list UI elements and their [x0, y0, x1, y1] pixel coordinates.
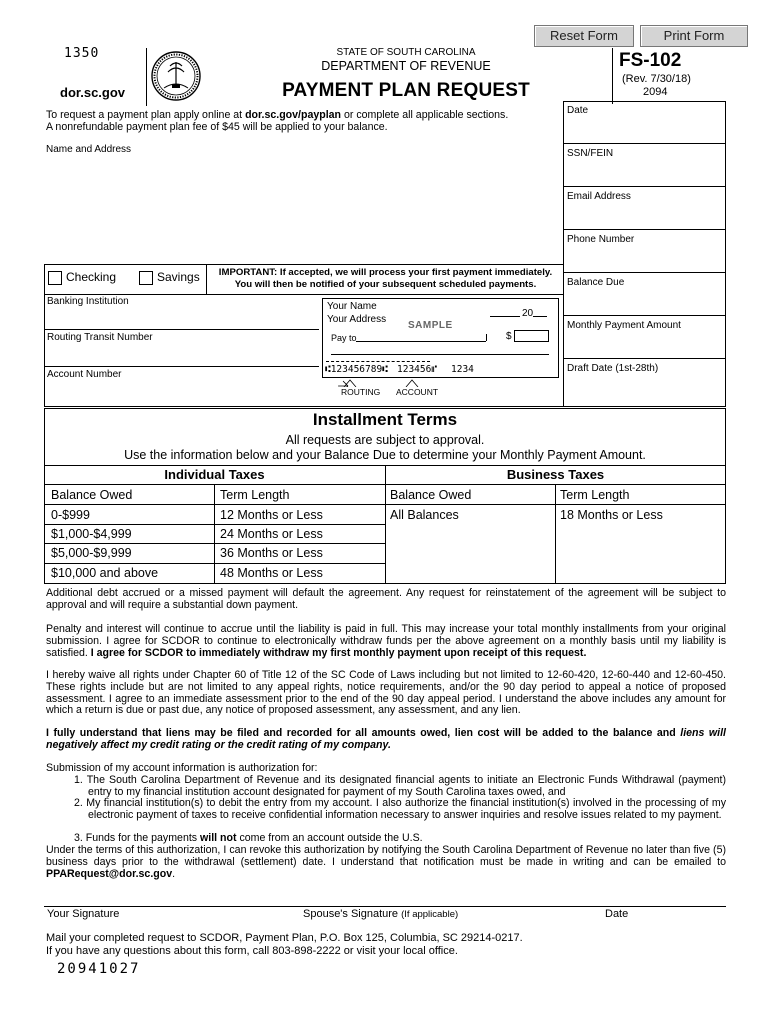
table-row: 24 Months or Less [220, 527, 323, 541]
date-field[interactable] [565, 116, 723, 142]
form-code-number: 2094 [643, 86, 668, 98]
table-row: 0-$999 [51, 508, 90, 522]
check-your-name: Your Name [327, 301, 377, 312]
account-caption: ACCOUNT [396, 387, 439, 397]
lien-paragraph: I fully understand that liens may be filed and recorded for all amounts owed, lien cost will be added to the balance and liens will negatively affect my credit rating or the credit rating of my company. [46, 727, 726, 751]
table-row: $1,000-$4,999 [51, 527, 132, 541]
draft-date-field[interactable] [565, 374, 723, 404]
installment-title: Installment Terms [312, 410, 458, 429]
installment-subtitle-1: All requests are subject to approval. [285, 433, 485, 447]
phone-label: Phone Number [567, 234, 635, 245]
table-row: $5,000-$9,999 [51, 546, 132, 560]
individual-col-term: Term Length [220, 488, 290, 502]
account-number-label: Account Number [47, 369, 122, 380]
table-row: 12 Months or Less [220, 508, 323, 522]
check-account-number: 123456⑈ [397, 364, 438, 375]
savings-label: Savings [157, 270, 200, 284]
website: dor.sc.gov [60, 85, 126, 100]
banking-institution-label: Banking Institution [47, 296, 129, 307]
form-title: PAYMENT PLAN REQUEST [282, 80, 530, 101]
savings-checkbox[interactable] [139, 271, 153, 285]
check-dollar: $ [506, 331, 512, 342]
print-form-button[interactable]: Print Form [640, 25, 748, 47]
name-address-label: Name and Address [46, 144, 132, 155]
questions-contact: If you have any questions about this form, call 803-898-2222 or visit your local office. [46, 945, 458, 957]
ssn-fein-field[interactable] [565, 159, 723, 185]
email-label: Email Address [567, 191, 631, 202]
individual-taxes-heading: Individual Taxes [164, 467, 265, 482]
check-arrows-icon [336, 377, 436, 387]
business-taxes-heading: Business Taxes [506, 467, 605, 482]
table-row: $10,000 and above [51, 566, 159, 580]
department-name: DEPARTMENT OF REVENUE [321, 59, 491, 73]
form-number: FS-102 [619, 50, 682, 71]
checking-label: Checking [66, 270, 117, 284]
intro-line-2: A nonrefundable payment plan fee of $45 will be applied to your balance. [46, 121, 388, 133]
penalty-paragraph: Penalty and interest will continue to accrue until the liability is paid in full. This may increase your total monthly installments from your original submission. I agree for SCDOR to continue to electronically withdraw funds per the above agreement on a monthly basis until my liability is satisfied. I agree for SCDOR to immediately withdraw my first monthly payment upon receipt of this request. [46, 623, 726, 659]
form-code-top: 1350 [64, 46, 100, 61]
form-code-bottom: 20941027 [57, 961, 141, 977]
ssn-fein-label: SSN/FEIN [567, 148, 614, 159]
check-pay-to: Pay to [331, 333, 357, 343]
account-number-field[interactable] [46, 380, 316, 404]
monthly-payment-label: Monthly Payment Amount [567, 320, 681, 331]
spouse-signature-label: Spouse's Signature (If applicable) [303, 908, 459, 920]
check-routing-number: ⑆123456789⑆ [325, 364, 388, 375]
banking-institution-field[interactable] [46, 307, 316, 327]
table-row: 48 Months or Less [220, 566, 323, 580]
table-row: 36 Months or Less [220, 546, 323, 560]
check-sample-watermark: SAMPLE [408, 320, 453, 331]
monthly-payment-field[interactable] [565, 331, 723, 357]
routing-number-label: Routing Transit Number [47, 332, 153, 343]
date-label: Date [567, 105, 589, 116]
authorization-item-2: 2. My financial institution(s) to debit the entry from my account. I also authorize the financial institution(s) involved in the processing of my electronic payment of taxes to receive confidential information necessary to answer inquiries and resolve issues related to my payment. [74, 797, 726, 821]
authorization-item-1: 1. The South Carolina Department of Revenue and its designated financial agents to initiate an Electronic Funds Withdrawal (payment) entry to my financial institution account designated for payment of my South Carolina taxes owed, and [74, 774, 726, 798]
individual-col-balance: Balance Owed [51, 488, 133, 502]
signature-field[interactable] [44, 888, 726, 906]
state-name: STATE OF SOUTH CAROLINA [336, 47, 476, 58]
installment-subtitle-2: Use the information below and your Balance Due to determine your Monthly Payment Amount. [124, 448, 646, 462]
balance-due-field[interactable] [565, 288, 723, 314]
check-your-address: Your Address [327, 314, 387, 325]
revision-date: (Rev. 7/30/18) [622, 73, 691, 85]
mail-instructions: Mail your completed request to SCDOR, Payment Plan, P.O. Box 125, Columbia, SC 29214-0217. [46, 932, 523, 944]
routing-number-field[interactable] [46, 343, 316, 363]
your-signature-label: Your Signature [47, 908, 120, 920]
state-seal-icon [150, 50, 202, 102]
revocation-paragraph: Under the terms of this authorization, I can revoke this authorization by notifying the South Carolina Department of Revenue no later than five (5) business days prior to the withdrawal (settlement) date. I understand that notification must be made in writing and can be emailed to PPARequest@dor.sc.gov. [46, 844, 726, 880]
check-year: 20 [522, 308, 534, 319]
waiver-paragraph: I hereby waive all rights under Chapter 60 of Title 12 of the SC Code of Laws including but not limited to 12-60-420, 12-60-440 and 12-60-450. These rights include but are not limited to any appeal rights, notice requirements, and/or the 90 day period to appeal a notice of proposed assessment. I agree to an immediate assessment prior to the end of the 90 day appeal period. I understand the above includes any amount for which a return is due or past due, any notice of proposed assessment, any assessment, and any lien. [46, 669, 726, 717]
name-address-field[interactable] [44, 156, 560, 260]
email-field[interactable] [565, 202, 723, 228]
table-row: All Balances [390, 508, 459, 522]
intro-line-1: To request a payment plan apply online at dor.sc.gov/payplan or complete all applicable sections. [46, 109, 509, 121]
balance-due-label: Balance Due [567, 277, 625, 288]
business-col-balance: Balance Owed [390, 488, 472, 502]
reset-form-button[interactable]: Reset Form [534, 25, 634, 47]
authorization-item-3: 3. Funds for the payments will not come from an account outside the U.S. [74, 832, 423, 844]
routing-caption: ROUTING [341, 387, 381, 397]
draft-date-label: Draft Date (1st-28th) [567, 363, 659, 374]
default-paragraph: Additional debt accrued or a missed payment will default the agreement. Any request for reinstatement of the agreement will be subject to approval and will require a substantial down payment. [46, 587, 726, 611]
important-notice: IMPORTANT: If accepted, we will process your first payment immediately. You will then be notified of your subsequent scheduled payments. [218, 267, 553, 290]
business-col-term: Term Length [560, 488, 630, 502]
check-number: 1234 [451, 364, 474, 375]
phone-field[interactable] [565, 245, 723, 271]
signature-date-label: Date [605, 908, 629, 920]
checking-checkbox[interactable] [48, 271, 62, 285]
authorization-intro: Submission of my account information is authorization for: [46, 762, 318, 774]
table-row: 18 Months or Less [560, 508, 663, 522]
